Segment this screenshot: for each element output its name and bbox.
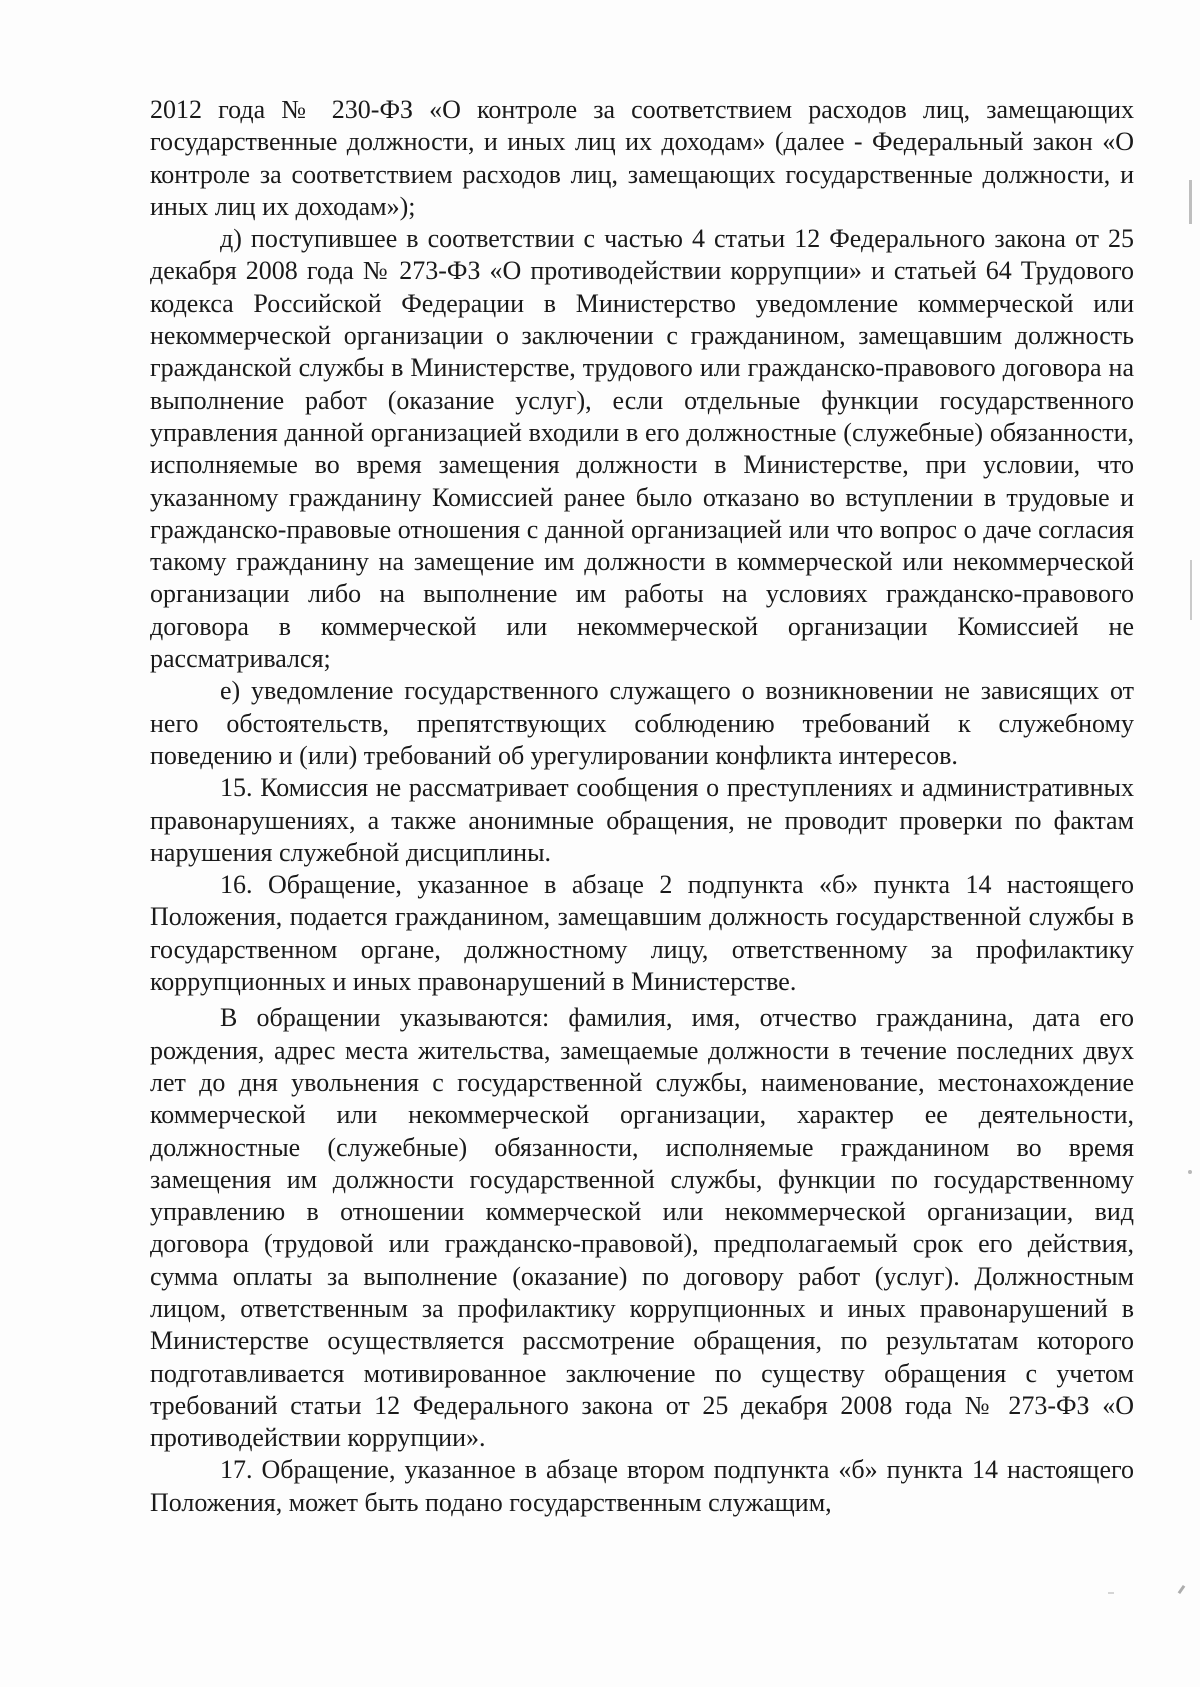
paragraph-17: 17. Обращение, указанное в абзаце втором подпункта «б» пункта 14 настоящего Положения, может быть подано государственным служащим, bbox=[150, 1455, 1134, 1517]
document-body bbox=[150, 94, 1134, 1519]
scan-artifact bbox=[1189, 180, 1192, 224]
scan-artifact bbox=[1190, 560, 1192, 620]
paragraph-15: 15. Комиссия не рассматривает сообщения о преступлениях и административных правонарушениях, а также анонимные обращения, не проводит проверки по фактам нарушения служебной дисциплины. bbox=[150, 773, 1134, 867]
paragraph-d: д) поступившее в соответствии с частью 4 статьи 12 Федерального закона от 25 декабря 2008 года № 273-ФЗ «О противодействии коррупции» и статьей 64 Трудового кодекса Российской Федерации в Министерство уведомление коммерческой или некоммерческой организации о заключении с гражданином, замещавшим должность гражданской службы в Министерстве, трудового или гражданско-правового договора на выполнение работ (оказание услуг), если отдельные функции государственного управления данной организацией входили в его должностные (служебные) обязанности, исполняемые во время замещения должности в Министерстве, при условии, что указанному гражданину Комиссией ранее было отказано во вступлении в трудовые и гражданско-правовые отношения с данной организацией или что вопрос о даче согласия такому гражданину на замещение им должности в коммерческой или некоммерческой организации либо на выполнение им работы на условиях гражданско-правового договора в коммерческой или некоммерческой организации Комиссией не рассматривался; bbox=[150, 224, 1134, 674]
paragraph-e: е) уведомление государственного служащего о возникновении не зависящих от него обстоятельств, препятствующих соблюдению требований к служебному поведению и (или) требований об урегулировании конфликта интересов. bbox=[150, 676, 1134, 770]
scan-artifact bbox=[1178, 1585, 1186, 1594]
scan-artifact bbox=[1188, 1170, 1192, 1174]
paragraph-16: 16. Обращение, указанное в абзаце 2 подпункта «б» пункта 14 настоящего Положения, подается гражданином, замещавшим должность государственной службы в государственном органе, должностному лицу, ответственному за профилактику коррупционных и иных правонарушений в Министерстве. bbox=[150, 870, 1134, 997]
paragraph-intro: 2012 года № 230-ФЗ «О контроле за соответствием расходов лиц, замещающих государственные должности, и иных лиц их доходам» (далее - Федеральный закон «О контроле за соответствием расходов лиц, замещающих государственные должности, и иных лиц их доходам»); bbox=[150, 95, 1134, 221]
paragraph-16-continuation: В обращении указываются: фамилия, имя, отчество гражданина, дата его рождения, адрес места жительства, замещаемые должности в течение последних двух лет до дня увольнения с государственной службы, наименование, местонахождение коммерческой или некоммерческой организации, характер ее деятельности, должностные (служебные) обязанности, исполняемые гражданином во время замещения им должности государственной службы, функции по государственному управлению в отношении коммерческой или некоммерческой организации, вид договора (трудовой или гражданско-правовой), предполагаемый срок его действия, сумма оплаты за выполнение (оказание) по договору работ (услуг). Должностным лицом, ответственным за профилактику коррупционных и иных правонарушений в Министерстве осуществляется рассмотрение обращения, по результатам которого подготавливается мотивированное заключение по существу обращения с учетом требований статьи 12 Федерального закона от 25 декабря 2008 года № 273-ФЗ «О противодействии коррупции». bbox=[150, 1003, 1134, 1453]
scan-artifact bbox=[1108, 1592, 1114, 1594]
